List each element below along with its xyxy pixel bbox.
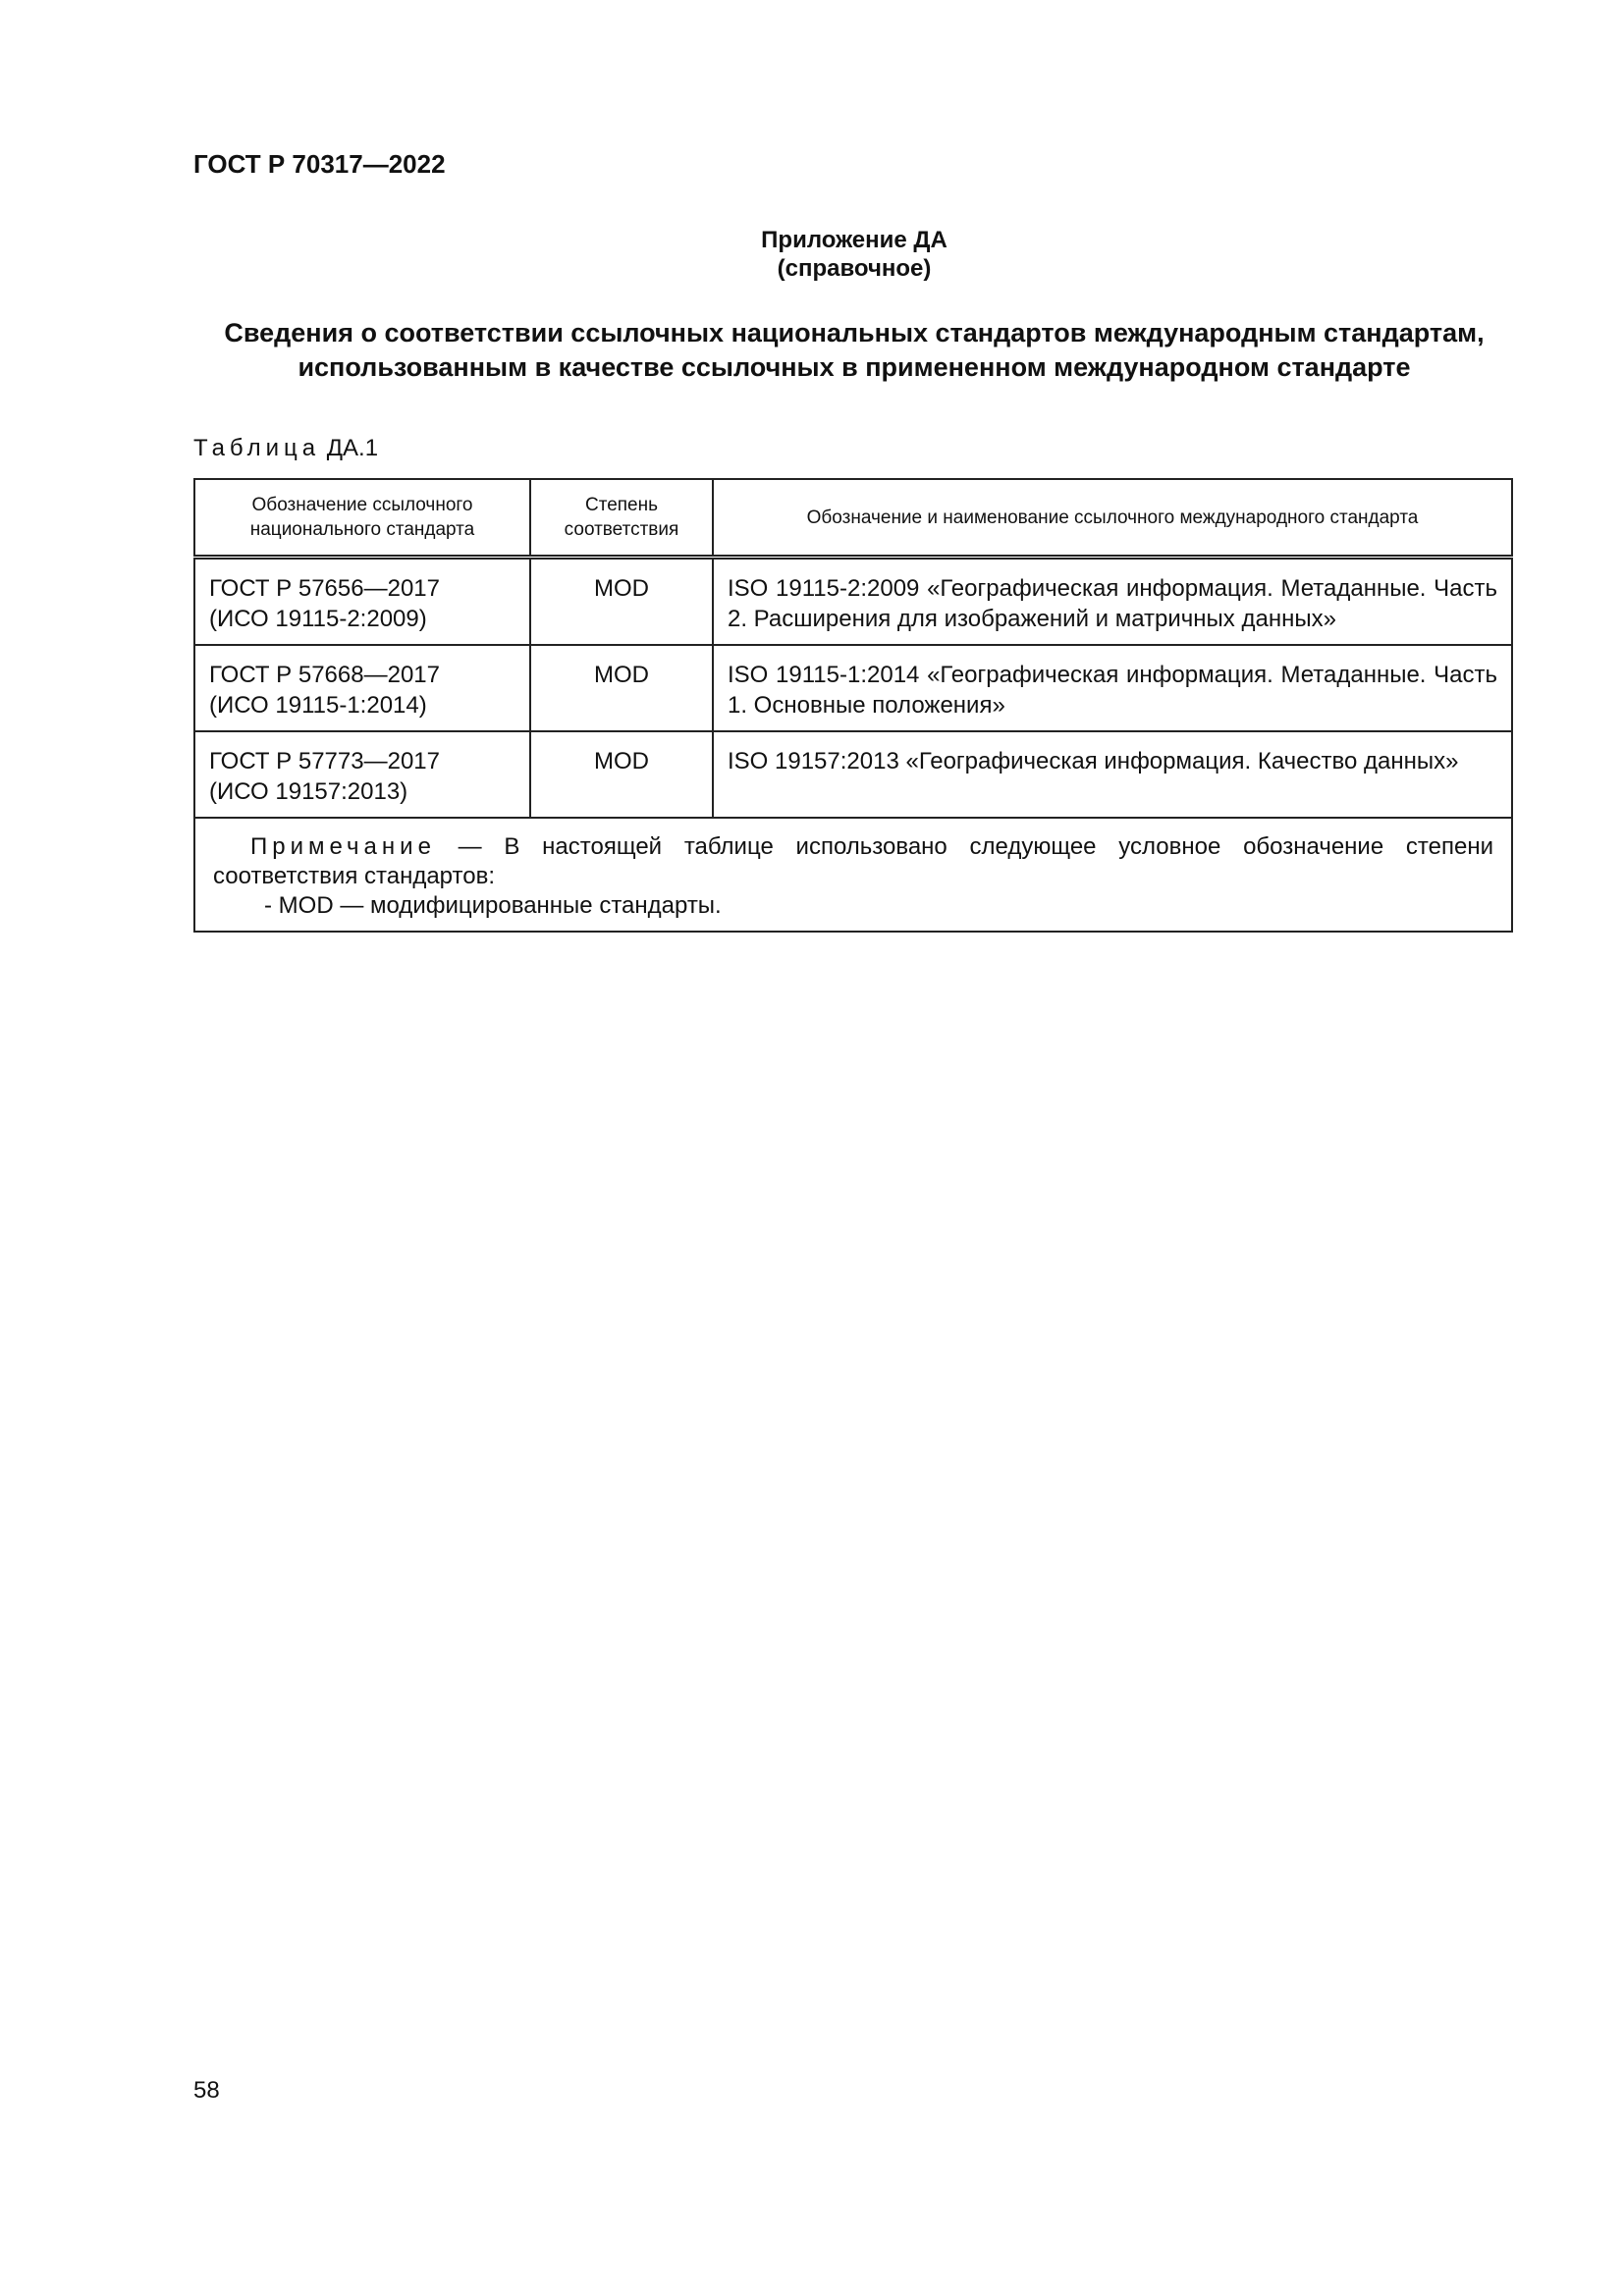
cell-degree: MOD [530, 731, 713, 818]
reference-table [193, 478, 1513, 933]
cell-international-standard: ISO 19115-1:2014 «Географическая информация. Метаданные. Часть 1. Основные положения» [713, 645, 1512, 731]
table-header-row [194, 479, 1512, 558]
table-caption [193, 435, 378, 462]
national-iso-equivalent: (ИСО 19157:2013) [209, 778, 408, 805]
cell-national-standard [194, 558, 530, 646]
note-label: Примечание [250, 833, 436, 860]
cell-degree: MOD [530, 645, 713, 731]
table-row [194, 645, 1512, 731]
note-item: - MOD — модифицированные стандарты. [264, 892, 722, 919]
cell-degree: MOD [530, 558, 713, 646]
table-note [194, 818, 1512, 932]
annex-heading [193, 316, 1515, 385]
cell-national-standard [194, 731, 530, 818]
column-header-degree: Степень соответствия [530, 479, 713, 558]
table-caption-word: Таблица [193, 435, 321, 461]
column-header-international: Обозначение и наименование ссылочного международного стандарта [713, 479, 1512, 558]
national-iso-equivalent: (ИСО 19115-2:2009) [209, 606, 427, 632]
national-iso-equivalent: (ИСО 19115-1:2014) [209, 692, 427, 719]
national-designation: ГОСТ Р 57656—2017 [209, 575, 440, 602]
cell-national-standard [194, 645, 530, 731]
document-id: ГОСТ Р 70317—2022 [193, 149, 446, 179]
annex-title: Приложение ДА [761, 227, 947, 253]
note-text: — В настоящей таблице использовано следующее условное обозначение степени соответствия стандартов: [213, 833, 1493, 889]
national-designation: ГОСТ Р 57668—2017 [209, 662, 440, 688]
table-row [194, 558, 1512, 646]
table-row [194, 731, 1512, 818]
national-designation: ГОСТ Р 57773—2017 [209, 748, 440, 774]
heading-line-1: Сведения о соответствии ссылочных национальных стандартов международным стандартам, [224, 318, 1485, 347]
column-header-national: Обозначение ссылочного национального стандарта [194, 479, 530, 558]
cell-international-standard: ISO 19115-2:2009 «Географическая информация. Метаданные. Часть 2. Расширения для изображений и матричных данных» [713, 558, 1512, 646]
table-note-row [194, 818, 1512, 932]
heading-line-2: использованным в качестве ссылочных в примененном международном стандарте [298, 352, 1411, 382]
annex-kind: (справочное) [777, 255, 932, 282]
page-number: 58 [193, 2077, 220, 2104]
annex-block [0, 226, 1624, 283]
cell-international-standard: ISO 19157:2013 «Географическая информация. Качество данных» [713, 731, 1512, 818]
table-caption-number: ДА.1 [326, 435, 379, 461]
